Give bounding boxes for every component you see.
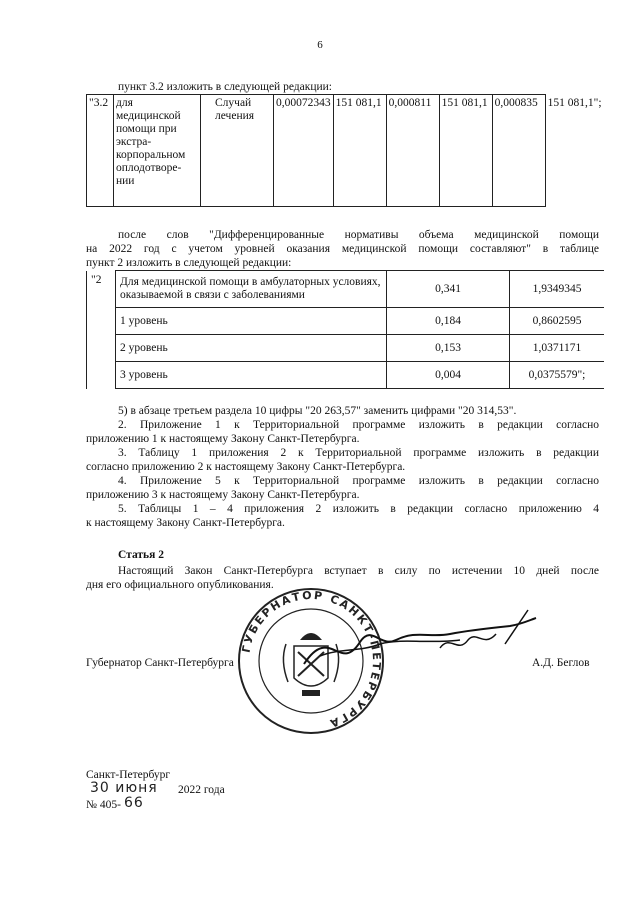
table-cell: 0,000835 xyxy=(492,95,545,207)
table-row xyxy=(87,362,605,389)
item-line: согласно приложению 2 к настоящему Закону Санкт-Петербурга. xyxy=(86,461,406,473)
page-number: 6 xyxy=(317,39,323,51)
table-cell: 0,004 xyxy=(387,362,510,389)
table-cell: 0,341 xyxy=(387,271,510,308)
table-cell: 151 081,1 xyxy=(439,95,492,207)
item-line: приложению 3 к настоящему Закону Санкт-Петербурга. xyxy=(86,489,360,501)
table-mark: "2 xyxy=(87,271,116,389)
table-cell: Случай лечения xyxy=(201,95,274,207)
table-row xyxy=(87,95,608,207)
item-line: 2. Приложение 1 к Территориальной программе изложить в редакции согласно xyxy=(118,419,599,431)
signature-title: Губернатор Санкт-Петербурга xyxy=(86,657,234,669)
para-line: на 2022 год с учетом уровней оказания медицинской помощи составляют" в таблице xyxy=(86,243,599,255)
item-line: 3. Таблицу 1 приложения 2 к Территориальной программе изложить в редакции xyxy=(118,447,599,459)
table-cell: 151 081,1 xyxy=(333,95,386,207)
table-cell: 0,184 xyxy=(387,308,510,335)
para-line: после слов "Дифференцированные нормативы объема медицинской помощи xyxy=(118,229,599,241)
item-line: 4. Приложение 5 к Территориальной программе изложить в редакции согласно xyxy=(118,475,599,487)
signature-name: А.Д. Беглов xyxy=(532,657,590,669)
para-line: пункт 2 изложить в следующей редакции: xyxy=(86,257,292,269)
table-cell: 0,153 xyxy=(387,335,510,362)
table-cell: 0,8602595 xyxy=(510,308,605,335)
table-row xyxy=(87,335,605,362)
table-cell: 151 081,1"; xyxy=(545,95,608,207)
footer-year: 2022 года xyxy=(178,784,225,796)
article-text: дня его официального опубликования. xyxy=(86,579,274,591)
footer-number-handwritten: 66 xyxy=(124,795,144,811)
article-text: Настоящий Закон Санкт-Петербурга вступает в силу по истечении 10 дней после xyxy=(118,565,599,577)
table-cell: 3 уровень xyxy=(116,362,387,389)
footer-number-prefix: № 405- xyxy=(86,799,121,811)
table-cell: "3.2 xyxy=(87,95,114,207)
table-cell: Для медицинской помощи в амбулаторных условиях, оказываемой в связи с заболеваниями xyxy=(116,271,387,308)
footer-date-handwritten: 30 июня xyxy=(90,780,158,796)
item-line: 5. Таблицы 1 – 4 приложения 2 изложить в редакции согласно приложению 4 xyxy=(118,503,599,515)
table-3-2 xyxy=(86,94,608,207)
table-row xyxy=(87,308,605,335)
item-line: приложению 1 к настоящему Закону Санкт-Петербурга. xyxy=(86,433,360,445)
table-cell: для медицинской помощи при экстра-корпоральном оплодотворе-нии xyxy=(114,95,201,207)
table-cell: 0,00072343 xyxy=(274,95,334,207)
table-cell: 0,000811 xyxy=(386,95,439,207)
article-heading: Статья 2 xyxy=(118,549,164,561)
item-line: к настоящему Закону Санкт-Петербурга. xyxy=(86,517,285,529)
signature-scribble xyxy=(300,604,540,674)
table-levels xyxy=(86,270,604,389)
table-cell: 1,9349345 xyxy=(510,271,605,308)
table-cell: 0,0375579"; xyxy=(510,362,605,389)
intro-3-2: пункт 3.2 изложить в следующей редакции: xyxy=(118,81,332,93)
table-cell: 1,0371171 xyxy=(510,335,605,362)
footer-city: Санкт-Петербург xyxy=(86,769,171,781)
table-cell: 1 уровень xyxy=(116,308,387,335)
item-line: 5) в абзаце третьем раздела 10 цифры "20 263,57" заменить цифрами "20 314,53". xyxy=(118,405,517,417)
svg-text:ГУБЕРНАТОР САНКТ-ПЕТЕРБУРГА: ГУБЕРНАТОР САНКТ-ПЕТЕРБУРГА xyxy=(239,588,384,731)
table-row xyxy=(87,271,605,308)
table-cell: 2 уровень xyxy=(116,335,387,362)
